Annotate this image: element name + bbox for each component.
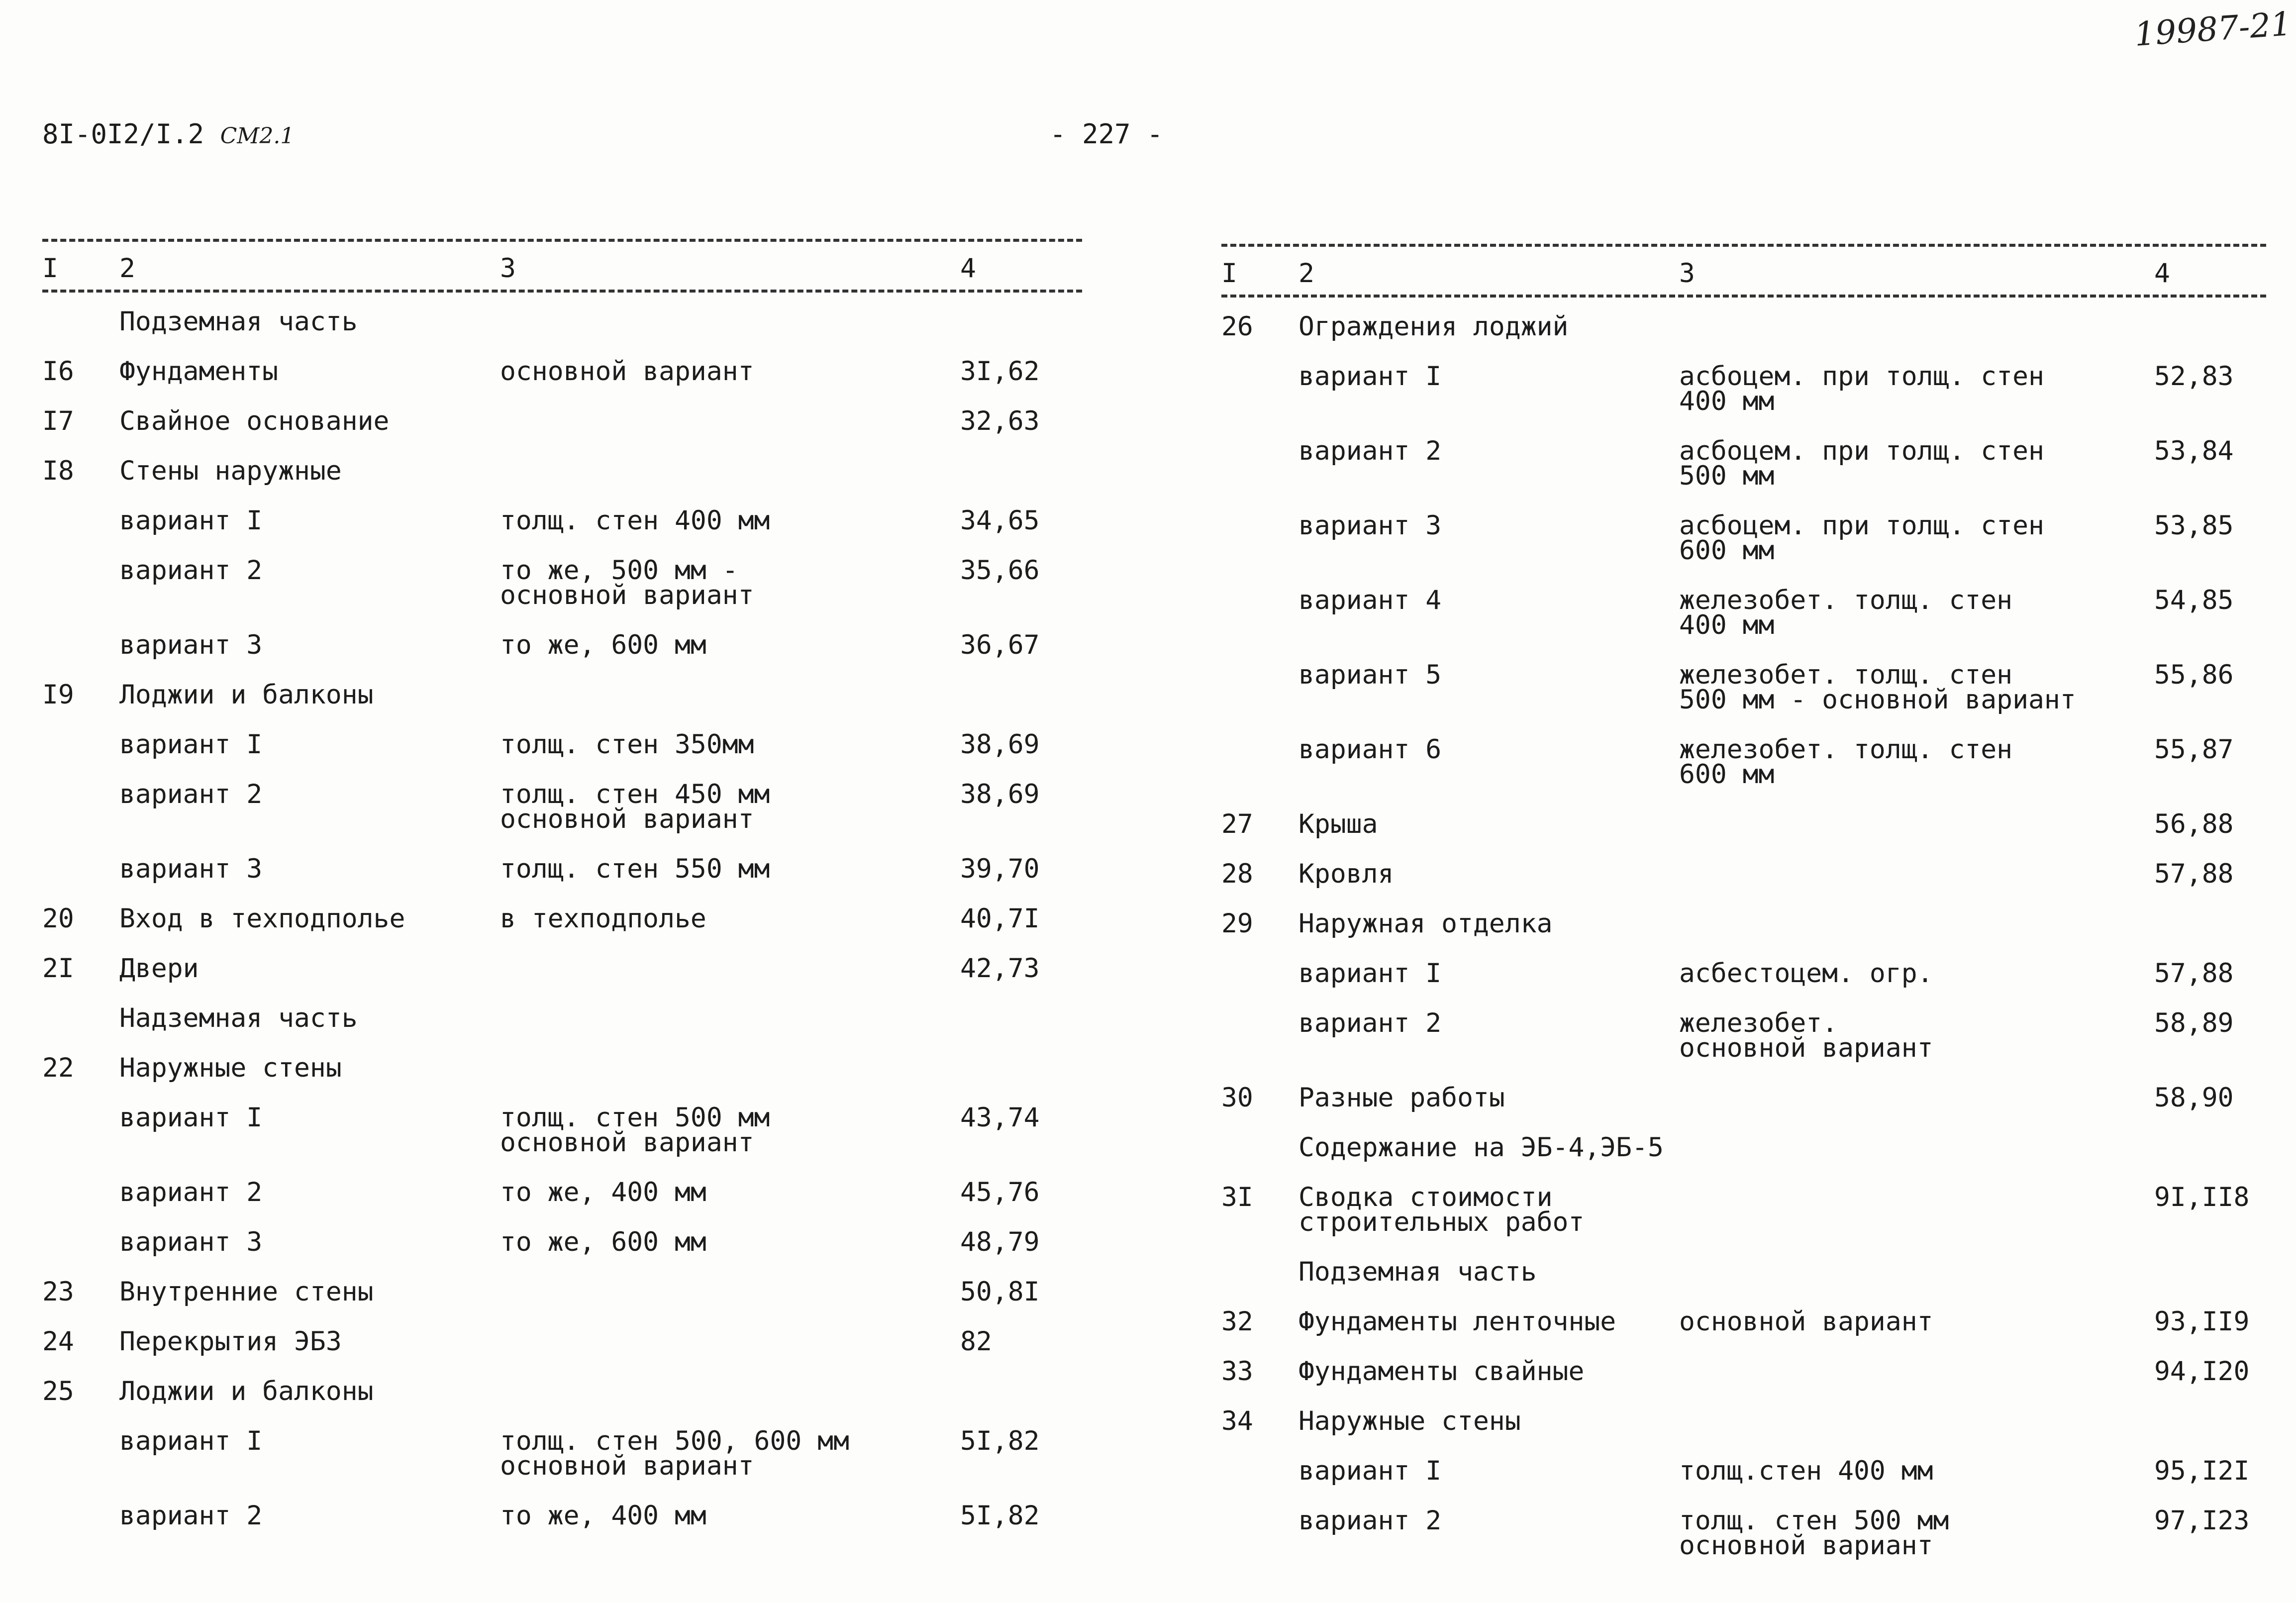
row-description: асбоцем. при толщ. стен 400 мм [1679,361,2044,416]
row-description: основной вариант [500,356,754,387]
table-row [42,1326,1082,1357]
row-description: железобет. основной вариант [1679,1008,1933,1063]
row-pages: 53,84 [2154,436,2234,466]
row-pages: 94,I20 [2154,1356,2250,1387]
table-top-rule [1221,244,2266,247]
row-number: 27 [1221,809,1253,839]
row-pages: 53,85 [2154,510,2234,541]
table-row [42,1102,1082,1158]
col-header-2: 2 [119,253,135,284]
row-number: I9 [42,680,74,710]
row-description: толщ. стен 500 мм основной вариант [500,1102,770,1158]
row-number: 28 [1221,859,1253,889]
table-row [42,505,1082,536]
row-pages: 32,63 [960,406,1040,436]
row-name: Разные работы [1298,1083,1505,1113]
table-row [42,680,1082,710]
row-description: толщ. стен 400 мм [500,505,770,536]
row-pages: 3I,62 [960,356,1040,387]
row-number: 33 [1221,1356,1253,1387]
row-name: вариант 3 [119,1227,263,1257]
row-pages: 38,69 [960,729,1040,760]
right-table [1221,244,2266,1583]
row-number: 34 [1221,1406,1253,1436]
table-header [1221,260,2266,288]
row-pages: 57,88 [2154,859,2234,889]
col-header-3: 3 [500,253,516,284]
row-pages: 38,69 [960,779,1040,809]
left-table-body [42,306,1082,1531]
row-name: вариант 2 [119,1177,263,1207]
table-row [1221,1406,2266,1436]
col-header-1: I [1221,258,1237,289]
row-name: Лоджии и балконы [119,1376,374,1406]
table-row [1221,908,2266,939]
table-row [1221,361,2266,416]
table-row [1221,1083,2266,1113]
row-name: вариант I [1298,361,1442,392]
table-header-rule [1221,295,2266,298]
table-top-rule [42,239,1082,242]
row-name: вариант 6 [1298,734,1442,765]
table-row [42,1227,1082,1257]
row-name: вариант 4 [1298,585,1442,615]
table-row [1221,734,2266,790]
row-pages: 5I,82 [960,1501,1040,1531]
table-row [1221,660,2266,715]
row-description: толщ. стен 550 мм [500,854,770,884]
row-name: Наружные стены [1298,1406,1521,1436]
row-pages: 58,89 [2154,1008,2234,1038]
row-description: асбоцем. при толщ. стен 600 мм [1679,510,2044,566]
row-name: Наружная отделка [1298,908,1553,939]
table-row [1221,1306,2266,1337]
table-row [42,1177,1082,1207]
archive-stamp: 19987-21 [2133,4,2293,54]
row-name: вариант 2 [1298,1008,1442,1038]
table-row [42,1376,1082,1406]
row-name: Подземная часть [1298,1257,1537,1287]
col-header-4: 4 [2154,258,2170,289]
row-name: вариант 5 [1298,660,1442,690]
table-row [1221,1356,2266,1387]
row-name: вариант 2 [119,779,263,809]
table-row [42,1277,1082,1307]
row-pages: 56,88 [2154,809,2234,839]
table-row [42,779,1082,834]
row-description: то же, 600 мм [500,630,706,660]
row-description: толщ. стен 450 мм основной вариант [500,779,770,834]
row-name: вариант 2 [119,1501,263,1531]
row-number: 3I [1221,1182,1253,1212]
table-row [1221,510,2266,566]
table-row [42,406,1082,436]
page-number: - 227 - [1050,118,1163,150]
table-row [1221,1182,2266,1237]
right-table-body [1221,311,2266,1561]
row-name: вариант 2 [1298,436,1442,466]
row-name: Вход в техподполье [119,903,405,934]
table-row [42,555,1082,610]
row-name: Крыша [1298,809,1378,839]
row-name: вариант 3 [119,854,263,884]
row-pages: 54,85 [2154,585,2234,615]
table-row [1221,311,2266,342]
row-pages: 95,I2I [2154,1456,2250,1486]
row-name: Наружные стены [119,1053,342,1083]
row-description: асбестоцем. огр. [1679,958,1933,989]
row-number: 32 [1221,1306,1253,1337]
table-row [1221,1008,2266,1063]
row-name: вариант 3 [1298,510,1442,541]
row-number: 25 [42,1376,74,1406]
table-row [1221,958,2266,989]
row-name: Фундаменты ленточные [1298,1306,1616,1337]
row-pages: 58,90 [2154,1083,2234,1113]
row-number: 29 [1221,908,1253,939]
table-row [42,306,1082,337]
row-name: вариант I [119,1426,263,1456]
row-name: вариант I [119,729,263,760]
row-name: Стены наружные [119,456,342,486]
col-header-4: 4 [960,253,976,284]
row-description: то же, 500 мм - основной вариант [500,555,754,610]
row-description: то же, 400 мм [500,1177,706,1207]
table-row [42,953,1082,984]
col-header-3: 3 [1679,258,1695,289]
row-description: основной вариант [1679,1306,1933,1337]
table-row [1221,1257,2266,1287]
row-pages: 39,70 [960,854,1040,884]
row-pages: 42,73 [960,953,1040,984]
row-name: Перекрытия ЭБЗ [119,1326,342,1357]
row-name: Свайное основание [119,406,390,436]
row-name: вариант I [1298,958,1442,989]
table-row [42,1003,1082,1033]
row-pages: 43,74 [960,1102,1040,1133]
row-description: толщ. стен 350мм [500,729,754,760]
row-description: толщ. стен 500, 600 мм основной вариант [500,1426,849,1481]
row-pages: 36,67 [960,630,1040,660]
row-name: вариант I [1298,1456,1442,1486]
left-table [42,239,1082,1553]
row-name: Надземная часть [119,1003,358,1033]
row-pages: 45,76 [960,1177,1040,1207]
table-row [42,356,1082,387]
row-description: железобет. толщ. стен 500 мм - основной вариант [1679,660,2076,715]
row-name: Лоджии и балконы [119,680,374,710]
table-header-rule [42,290,1082,293]
row-name: вариант 2 [1298,1505,1442,1536]
table-row [42,729,1082,760]
row-name: Подземная часть [119,306,358,337]
row-description: асбоцем. при толщ. стен 500 мм [1679,436,2044,491]
row-number: 2I [42,953,74,984]
table-row [42,1053,1082,1083]
row-number: 22 [42,1053,74,1083]
row-name: вариант 2 [119,555,263,586]
row-name: вариант I [119,1102,263,1133]
row-name: Двери [119,953,199,984]
table-header [42,255,1082,283]
row-description: толщ.стен 400 мм [1679,1456,1933,1486]
col-header-2: 2 [1298,258,1314,289]
row-number: I8 [42,456,74,486]
table-row [42,1501,1082,1531]
row-pages: 55,86 [2154,660,2234,690]
row-name: вариант I [119,505,263,536]
table-row [1221,1505,2266,1561]
row-description: толщ. стен 500 мм основной вариант [1679,1505,1949,1561]
row-number: 23 [42,1277,74,1307]
row-pages: 50,8I [960,1277,1040,1307]
row-pages: 97,I23 [2154,1505,2250,1536]
row-name: Сводка стоимости строительных работ [1298,1182,1585,1237]
row-name: Ограждения лоджий [1298,311,1569,342]
row-number: 26 [1221,311,1253,342]
row-name: Фундаменты [119,356,279,387]
document-code-note: CM2.1 [220,123,295,149]
row-pages: 52,83 [2154,361,2234,392]
table-row [1221,585,2266,640]
row-pages: 48,79 [960,1227,1040,1257]
table-row [1221,1456,2266,1486]
row-pages: 93,II9 [2154,1306,2250,1337]
row-pages: 9I,II8 [2154,1182,2250,1212]
row-name: Содержание на ЭБ-4,ЭБ-5 [1298,1132,1664,1163]
table-row [42,903,1082,934]
row-description: железобет. толщ. стен 400 мм [1679,585,2013,640]
table-row [1221,1132,2266,1163]
row-description: то же, 600 мм [500,1227,706,1257]
row-name: вариант 3 [119,630,263,660]
row-name: Внутренние стены [119,1277,374,1307]
row-pages: 82 [960,1326,992,1357]
table-row [42,1426,1082,1481]
row-description: в техподполье [500,903,706,934]
table-row [42,630,1082,660]
row-number: I7 [42,406,74,436]
col-header-1: I [42,253,58,284]
row-pages: 57,88 [2154,958,2234,989]
row-name: Фундаменты свайные [1298,1356,1585,1387]
row-pages: 55,87 [2154,734,2234,765]
row-name: Кровля [1298,859,1394,889]
table-row [1221,436,2266,491]
table-row [42,854,1082,884]
document-code [42,118,294,150]
table-row [42,456,1082,486]
row-number: 20 [42,903,74,934]
row-pages: 34,65 [960,505,1040,536]
table-row [1221,859,2266,889]
row-description: то же, 400 мм [500,1501,706,1531]
row-pages: 5I,82 [960,1426,1040,1456]
row-number: 24 [42,1326,74,1357]
row-description: железобет. толщ. стен 600 мм [1679,734,2013,790]
row-number: 30 [1221,1083,1253,1113]
row-pages: 40,7I [960,903,1040,934]
row-pages: 35,66 [960,555,1040,586]
table-row [1221,809,2266,839]
row-number: I6 [42,356,74,387]
document-code-text: 8I-0I2/I.2 [42,118,204,150]
